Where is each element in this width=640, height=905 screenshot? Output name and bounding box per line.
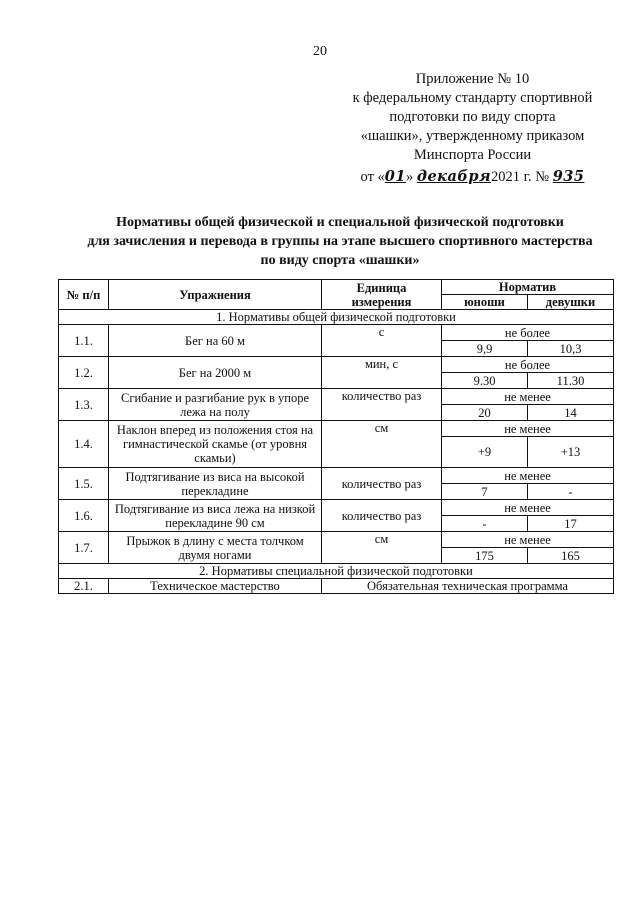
row-program: Обязательная техническая программа (322, 579, 614, 594)
row-condition: не менее (442, 500, 614, 516)
row-girls: 165 (528, 548, 614, 564)
section-title: 1. Нормативы общей физической подготовки (59, 310, 614, 325)
header-unit (322, 280, 442, 310)
date-month: декабря (416, 168, 492, 185)
row-girls: - (528, 484, 614, 500)
row-boys: 20 (442, 405, 528, 421)
appendix-date-line (330, 167, 615, 187)
row-exercise: Прыжок в длину с места толчком двумя ногами (109, 532, 322, 564)
row-exercise: Сгибание и разгибание рук в упоре лежа на полу (109, 389, 322, 421)
row-exercise: Техническое мастерство (109, 579, 322, 594)
row-unit: мин, с (322, 357, 442, 389)
row-num: 1.6. (59, 500, 109, 532)
section-title: 2. Нормативы специальной физической подготовки (59, 564, 614, 579)
appendix-line: подготовки по виду спорта (389, 109, 556, 125)
row-girls: 17 (528, 516, 614, 532)
row-girls: 10,3 (528, 341, 614, 357)
row-boys: 7 (442, 484, 528, 500)
row-condition: не менее (442, 468, 614, 484)
row-exercise: Подтягивание из виса на высокой перекладине (109, 468, 322, 500)
header-exercise: Упражнения (109, 280, 322, 310)
row-boys: +9 (442, 437, 528, 468)
document-title (50, 213, 630, 270)
appendix-line: Приложение № 10 (415, 71, 530, 87)
row-num: 1.1. (59, 325, 109, 357)
date-day: 01 (384, 168, 406, 185)
row-num: 1.7. (59, 532, 109, 564)
row-girls: 14 (528, 405, 614, 421)
header-girls: девушки (528, 295, 614, 310)
row-condition: не более (442, 325, 614, 341)
row-condition: не более (442, 357, 614, 373)
row-boys: 9,9 (442, 341, 528, 357)
row-girls: 11.30 (528, 373, 614, 389)
header-boys: юноши (442, 295, 528, 310)
date-mid: » (405, 169, 414, 185)
title-line: по виду спорта «шашки» (260, 253, 420, 268)
order-number: 935 (552, 168, 585, 185)
row-unit: см (322, 532, 442, 564)
row-condition: не менее (442, 389, 614, 405)
norms-table (58, 279, 614, 594)
row-num: 1.3. (59, 389, 109, 421)
row-exercise: Наклон вперед из положения стоя на гимнастической скамье (от уровня скамьи) (109, 421, 322, 468)
row-boys: 9.30 (442, 373, 528, 389)
row-condition: не менее (442, 421, 614, 437)
title-line: Нормативы общей физической и специальной физической подготовки (116, 215, 564, 230)
row-unit: количество раз (322, 468, 442, 500)
row-condition: не менее (442, 532, 614, 548)
row-num: 1.2. (59, 357, 109, 389)
row-unit: количество раз (322, 389, 442, 421)
row-exercise: Бег на 60 м (109, 325, 322, 357)
row-num: 2.1. (59, 579, 109, 594)
header-unit-line: измерения (351, 294, 412, 309)
date-prefix: от « (360, 169, 385, 185)
row-unit: с (322, 325, 442, 357)
appendix-line: к федеральному стандарту спортивной (352, 90, 593, 106)
appendix-line: Минспорта России (413, 147, 532, 163)
title-line: для зачисления и перевода в группы на этапе высшего спортивного мастерства (87, 234, 593, 249)
row-boys: 175 (442, 548, 528, 564)
header-unit-line: Единица (356, 280, 407, 295)
page-number: 20 (313, 44, 327, 59)
appendix-line: «шашки», утвержденному приказом (360, 128, 585, 144)
row-unit: количество раз (322, 500, 442, 532)
appendix-header (330, 70, 615, 187)
date-year: 2021 г. № (491, 169, 550, 185)
header-num: № п/п (59, 280, 109, 310)
header-norm: Норматив (442, 280, 614, 295)
row-girls: +13 (528, 437, 614, 468)
row-exercise: Подтягивание из виса лежа на низкой перекладине 90 см (109, 500, 322, 532)
row-unit: см (322, 421, 442, 468)
row-boys: - (442, 516, 528, 532)
row-exercise: Бег на 2000 м (109, 357, 322, 389)
row-num: 1.5. (59, 468, 109, 500)
row-num: 1.4. (59, 421, 109, 468)
